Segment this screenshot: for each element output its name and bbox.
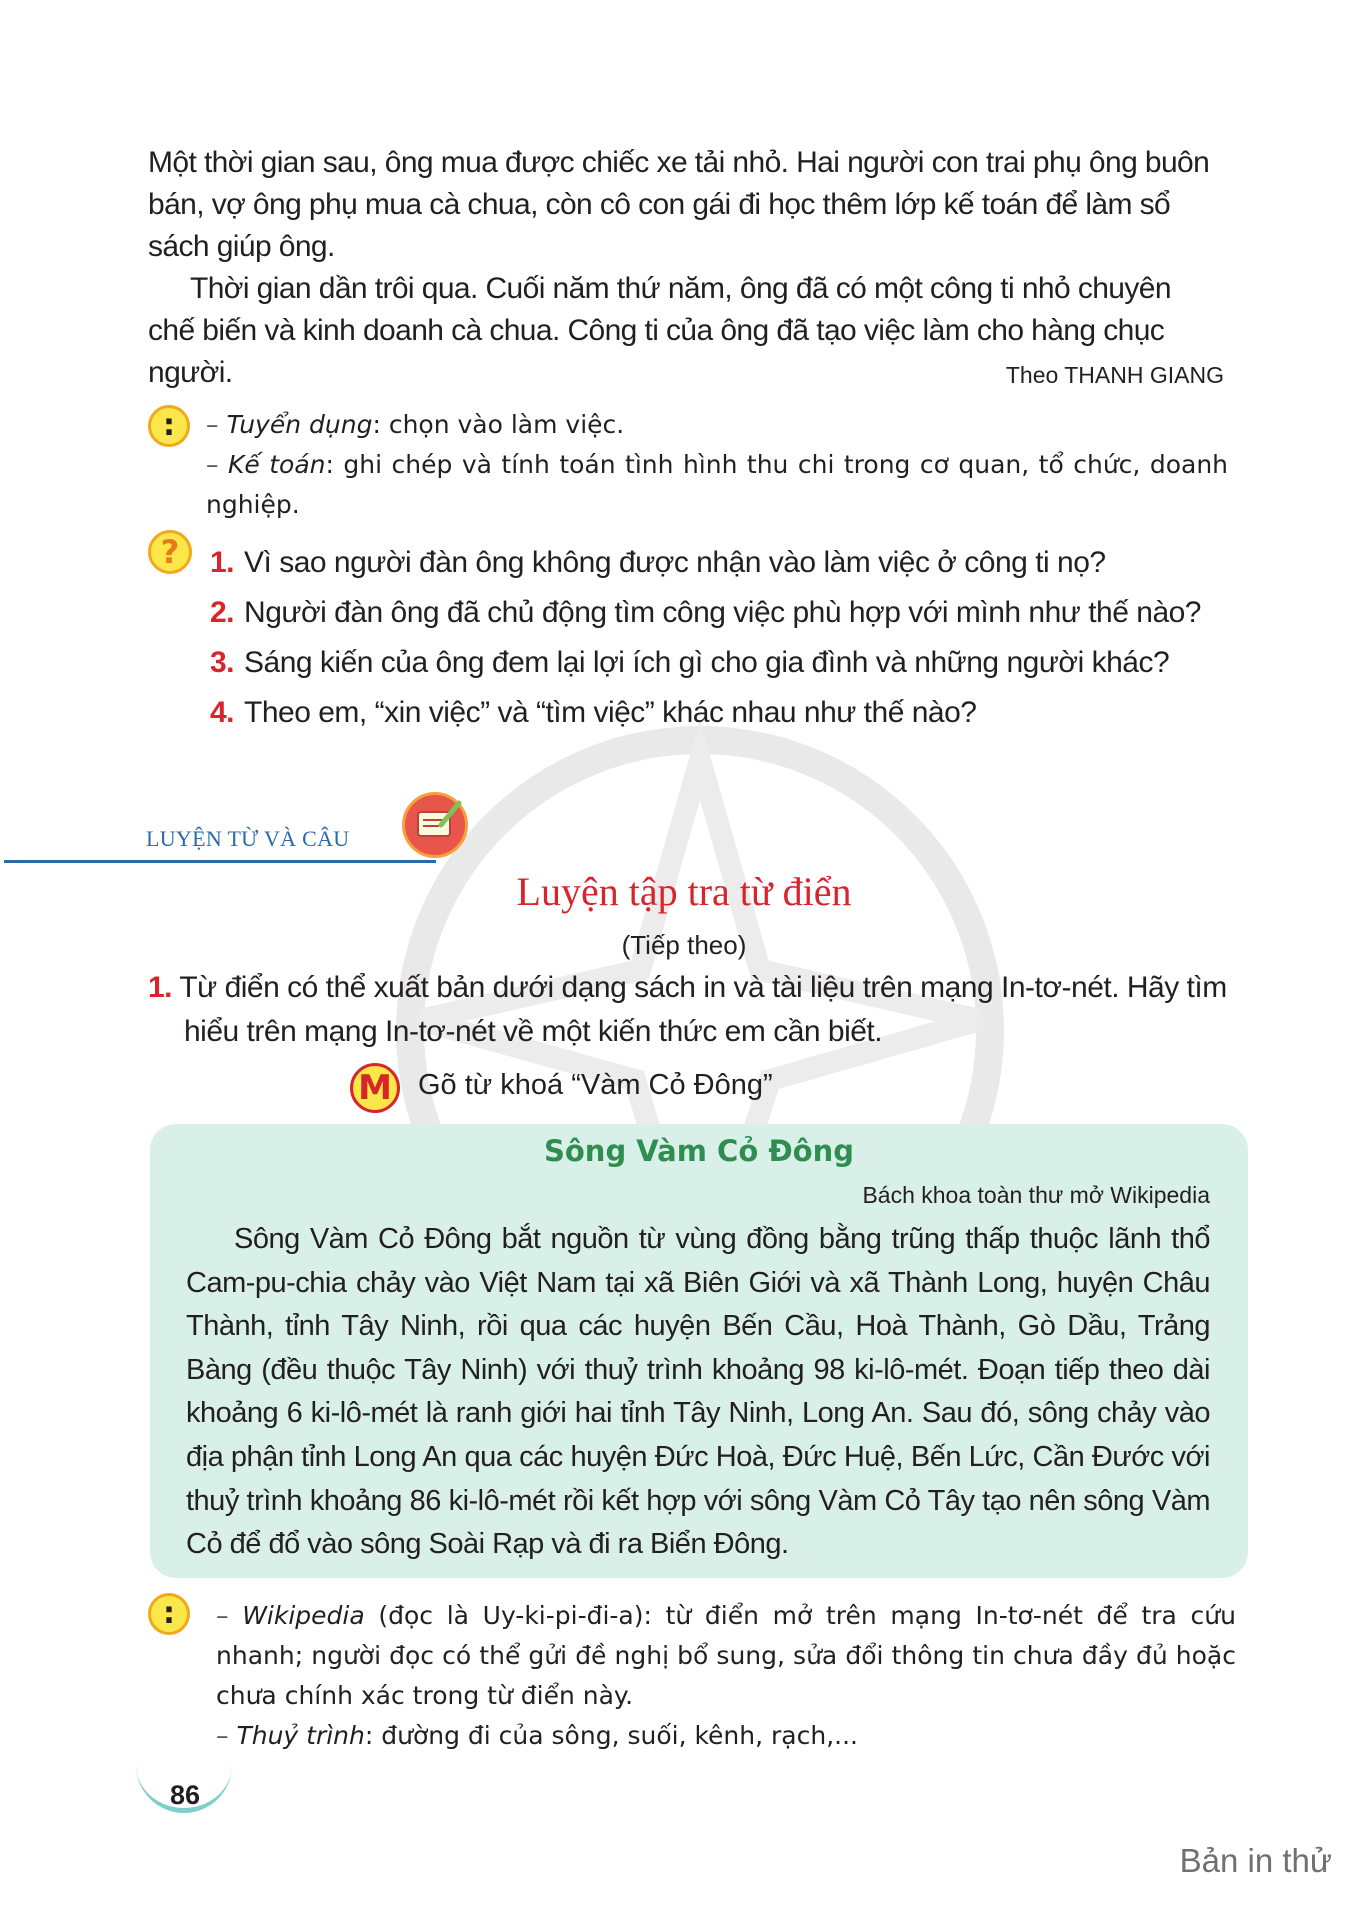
exercise-number: 1. <box>148 971 173 1004</box>
glossary-dash: – <box>206 410 219 439</box>
model-text: Gõ từ khoá “Vàm Cỏ Đông” <box>418 1069 773 1101</box>
notebook-pencil-icon <box>402 792 468 858</box>
glossary-2-item-2 <box>216 1716 1236 1756</box>
glossary-dash: – <box>216 1721 229 1750</box>
note-icon: : <box>148 405 190 447</box>
story-paragraph-1: Một thời gian sau, ông mua được chiếc xe tải nhỏ. Hai người con trai phụ ông buôn bán, vợ ông phụ mua cà chua, còn cô con gái đi học thêm lớp kế toán để làm sổ sách giúp ông. <box>148 146 1210 263</box>
glossary-dash: – <box>216 1601 229 1630</box>
glossary-dash: – <box>206 450 219 479</box>
question-number: 2. <box>210 596 235 629</box>
exercise-1 <box>148 966 1228 1054</box>
glossary-1-item-2 <box>206 445 1228 525</box>
lesson-title: Luyện tập tra từ điển <box>516 869 852 914</box>
question-text: Người đàn ông đã chủ động tìm công việc phù hợp với mình như thế nào? <box>244 596 1201 629</box>
section-divider <box>4 860 436 863</box>
glossary-2 <box>216 1596 1236 1756</box>
note-icon: : <box>148 1593 190 1635</box>
glossary-2-item-1 <box>216 1596 1236 1716</box>
glossary-definition: : chọn vào làm việc. <box>372 410 625 439</box>
story-text <box>148 142 1223 394</box>
question-number: 3. <box>210 646 235 679</box>
notebook-pencil-icon-graphic <box>405 795 465 855</box>
glossary-1 <box>206 405 1228 525</box>
wiki-title: Sông Vàm Cỏ Đông <box>544 1134 854 1168</box>
question-number: 4. <box>210 696 235 729</box>
exercise-1-line-2: hiểu trên mạng In-tơ-nét về một kiến thức em cần biết. <box>184 1015 883 1048</box>
lesson-subtitle: (Tiếp theo) <box>621 930 747 960</box>
proof-label: Bản in thử <box>1179 1842 1332 1879</box>
glossary-term: Kế toán <box>227 450 326 479</box>
exercise-1-text-1: Từ điển có thể xuất bản dưới dạng sách in và tài liệu trên mạng In-tơ-nét. Hãy tìm <box>179 971 1227 1004</box>
glossary-term: Wikipedia <box>242 1601 365 1630</box>
question-number: 1. <box>210 546 235 579</box>
question-item <box>210 638 1230 688</box>
question-item <box>210 588 1230 638</box>
exercise-1-line-1 <box>148 966 1228 1010</box>
question-icon: ? <box>148 530 192 574</box>
question-item <box>210 538 1230 588</box>
wiki-source: Bách khoa toàn thư mở Wikipedia <box>862 1182 1210 1208</box>
question-text: Vì sao người đàn ông không được nhận vào làm việc ở công ti nọ? <box>244 546 1106 579</box>
section-label: LUYỆN TỪ VÀ CÂU <box>146 826 350 851</box>
glossary-1-item-1 <box>206 405 1228 445</box>
story-paragraph-2: Thời gian dần trôi qua. Cuối năm thứ năm, ông đã có một công ti nhỏ chuyên chế biến và kinh doanh cà chua. Công ti của ông đã tạo việc làm cho hàng chục người. <box>148 272 1171 389</box>
glossary-term: Tuyển dụng <box>226 410 373 439</box>
glossary-term: Thuỷ trình <box>236 1721 365 1750</box>
question-text: Sáng kiến của ông đem lại lợi ích gì cho gia đình và những người khác? <box>244 646 1170 679</box>
glossary-definition: (đọc là Uy-ki-pi-đi-a): từ điển mở trên mạng In-tơ-nét để tra cứu nhanh; người đọc có thể gửi đề nghị bổ sung, sửa đổi thông tin chưa đầy đủ hoặc chưa chính xác trong từ điển này. <box>216 1601 1236 1710</box>
question-item <box>210 688 1230 738</box>
story-credit: Theo THANH GIANG <box>1005 362 1224 388</box>
glossary-definition: : ghi chép và tính toán tình hình thu chi trong cơ quan, tổ chức, doanh nghiệp. <box>206 450 1229 519</box>
question-list <box>210 538 1230 738</box>
page-number: 86 <box>170 1780 201 1810</box>
wiki-body: Sông Vàm Cỏ Đông bắt nguồn từ vùng đồng bằng trũng thấp thuộc lãnh thổ Cam-pu-chia chảy vào Việt Nam tại xã Biên Giới và xã Thành Long, huyện Châu Thành, tỉnh Tây Ninh, rồi qua các huyện Bến Cầu, Hoà Thành, Gò Dầu, Trảng Bàng (đều thuộc Tây Ninh) với thuỷ trình khoảng 98 ki-lô-mét. Đoạn tiếp theo dài khoảng 6 ki-lô-mét là ranh giới hai tỉnh Tây Ninh, Long An. Sau đó, sông chảy vào địa phận tỉnh Long An qua các huyện Đức Hoà, Đức Huệ, Bến Lức, Cần Đước với thuỷ trình khoảng 86 ki-lô-mét rồi kết hợp với sông Vàm Cỏ Tây tạo nên sông Vàm Cỏ để đổ vào sông Soài Rạp và đi ra Biển Đông. <box>186 1223 1210 1561</box>
glossary-definition: : đường đi của sông, suối, kênh, rạch,... <box>364 1721 858 1750</box>
question-text: Theo em, “xin việc” và “tìm việc” khác nhau như thế nào? <box>244 696 977 729</box>
model-icon: M <box>350 1063 400 1113</box>
